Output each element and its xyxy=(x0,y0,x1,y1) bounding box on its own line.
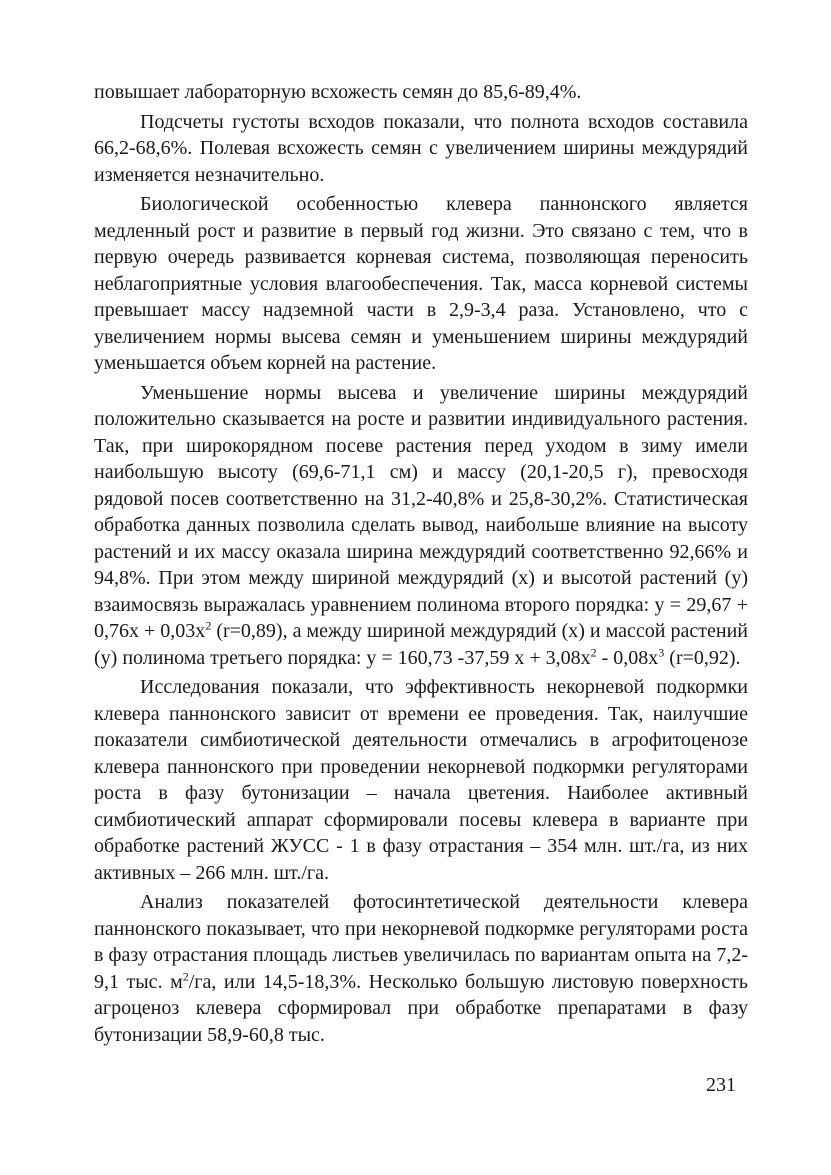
paragraph-text-segment: Уменьшение нормы высева и увеличение ширины междурядий положительно сказывается на росте и развитии индивидуального растения. Так, при широкорядном посеве растения перед уходом в зиму имели наибольшую высоту (69,6-71,1 см) и массу (20,1-20,5 г), превосходя рядовой посев соответственно на 31,2-40,8% и 25,8-30,2%. Статистическая обработка данных позволила сделать вывод, наибольше влияние на высоту растений и их массу оказала ширина междурядий соответственно 92,66% и 94,8%. При этом между шириной междурядий (x) и высотой растений (y) взаимосвязь выражалась уравнением полинома второго порядка: y = 29,67 + 0,76x + 0,03x xyxy=(94,381,748,642)
superscript-exponent: 2 xyxy=(590,644,597,659)
paragraph-sowing-rate-effects xyxy=(94,380,748,672)
paragraph-seedling-density: Подсчеты густоты всходов показали, что полнота всходов составила 66,2-68,6%. Полевая всхожесть семян с увеличением ширины междурядий изменяется незначительно. xyxy=(94,110,748,186)
superscript-exponent: 2 xyxy=(182,968,189,983)
paragraph-text-segment: Анализ показателей фотосинтетической деятельности клевера паннонского показывает, что при некорневой подкормке регуляторами роста в фазу отрастания площадь листьев увеличилась по вариантам опыта на 7,2-9,1 тыс. м xyxy=(94,891,748,993)
superscript-exponent: 3 xyxy=(658,644,665,659)
paragraph-text-segment: - 0,08x xyxy=(596,646,659,669)
paragraph-text-segment: (r=0,92). xyxy=(664,646,741,669)
paragraph-continuation: повышает лабораторную всхожесть семян до 85,6-89,4%. xyxy=(94,81,582,103)
paragraph-photosynthesis-analysis xyxy=(94,889,748,1048)
page-text-body xyxy=(94,79,748,1048)
paragraph-text-segment: /га, или 14,5-18,3%. Несколько большую листовую поверхность агроценоз клевера сформировал при обработке препаратами в фазу бутонизации 58,9-60,8 тыс. xyxy=(94,970,748,1046)
page-number: 231 xyxy=(706,1074,736,1096)
paragraph-foliar-feeding: Исследования показали, что эффективность некорневой подкормки клевера паннонского зависит от времени ее проведения. Так, наилучшие показатели симбиотической деятельности отмечались в агрофитоценозе клевера паннонского при проведении некорневой подкормки регуляторами роста в фазу бутонизации – начала цветения. Наиболее активный симбиотический аппарат сформировали посевы клевера в варианте при обработке растений ЖУСС - 1 в фазу отрастания – 354 млн. шт./га, из них активных – 266 млн. шт./га. xyxy=(94,676,748,884)
superscript-exponent: 2 xyxy=(205,618,212,633)
paragraph-text-segment: (r=0,89), а между шириной междурядий (x) и массой растений (y) полинома третьего порядка: y = 160,73 -37,59 x + 3,08x xyxy=(94,620,748,669)
paragraph-biological-features: Биологической особенностью клевера паннонского является медленный рост и развитие в первый год жизни. Это связано с тем, что в первую очередь развивается корневая система, позволяющая переносить неблагоприятные условия влагообеспечения. Так, масса корневой системы превышает массу надземной части в 2,9-3,4 раза. Установлено, что с увеличением нормы высева семян и уменьшением ширины междурядий уменьшается объем корней на растение. xyxy=(94,193,748,374)
